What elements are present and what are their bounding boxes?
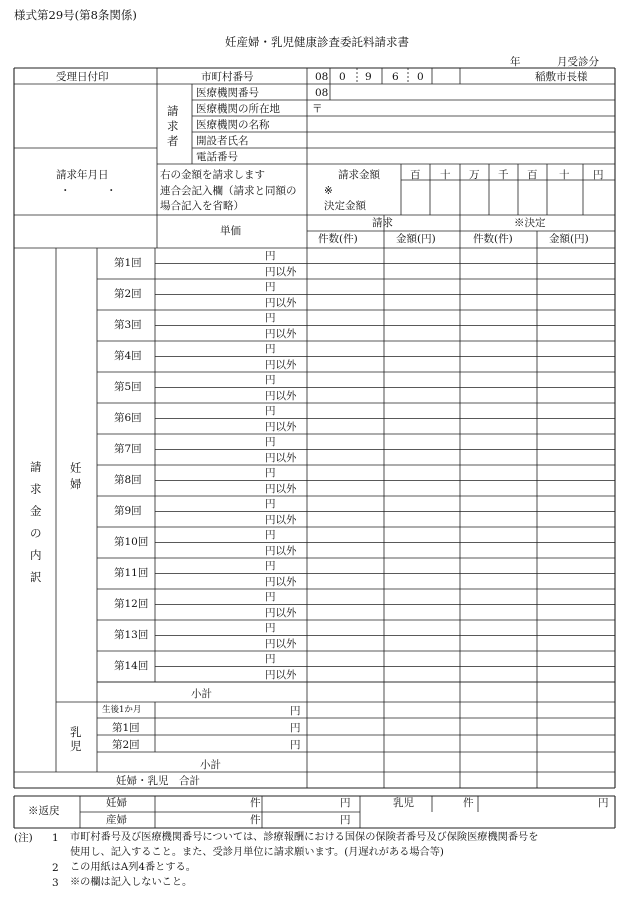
yen-other-label: 円以外: [265, 328, 297, 340]
visit-label: 第6回: [114, 412, 142, 424]
yen-other-label: 円以外: [265, 390, 297, 402]
infant-char: 児: [70, 739, 82, 753]
medical-number-prefix: 08: [315, 87, 329, 99]
decision-header: ※決定: [514, 217, 546, 229]
breakdown-char: 訳: [30, 570, 42, 584]
claimant-char: 請: [167, 104, 179, 118]
infant-yen-label: 円: [290, 705, 301, 717]
pregnant-subtotal-label: 小計: [191, 688, 212, 700]
yen-other-label: 円以外: [265, 452, 297, 464]
visit-label: 第9回: [114, 505, 142, 517]
visit-label: 第3回: [114, 319, 142, 331]
return-label: ※返戻: [28, 805, 60, 817]
note-line: 市町村番号及び医療機関番号については、診療報酬における国保の保険者番号及び保険医療機関番号を: [70, 832, 539, 843]
municipality-digit: 0: [339, 71, 346, 83]
yen-other-label: 円以外: [265, 607, 297, 619]
visit-label: 第8回: [114, 474, 142, 486]
unit-price-header: 単価: [220, 225, 241, 237]
amount-unit: 十: [440, 169, 451, 181]
infant-yen-label: 円: [290, 739, 301, 751]
yen-label: 円: [265, 436, 276, 448]
yen-other-label: 円以外: [265, 576, 297, 588]
yen-other-label: 円以外: [265, 638, 297, 650]
infant-row-label: 生後1か月: [102, 705, 142, 715]
amount-unit: 百: [527, 169, 538, 181]
month-label: 月受診分: [557, 56, 599, 68]
breakdown-char: 内: [30, 548, 42, 562]
pregnant-char: 妊: [70, 461, 82, 475]
amount-unit: 百: [410, 169, 421, 181]
form-number: 様式第29号(第8条関係): [14, 8, 137, 22]
breakdown-char: 請: [30, 460, 42, 474]
return-postpartum-count-unit: 件: [250, 814, 261, 826]
notes-lead: (注): [14, 832, 33, 844]
address-label: 医療機関の所在地: [196, 103, 280, 115]
infant-row-label: 第2回: [112, 739, 140, 751]
return-infant-yen: 円: [598, 797, 609, 809]
amount-unit: 円: [593, 169, 604, 181]
visit-label: 第2回: [114, 288, 142, 300]
breakdown-char: 金: [30, 504, 42, 518]
claim-count-header: 件数(件): [318, 233, 358, 245]
note-line: ※の欄は記入しないこと。: [70, 877, 193, 888]
yen-label: 円: [265, 467, 276, 479]
yen-other-label: 円以外: [265, 545, 297, 557]
note-number: 1: [52, 832, 59, 844]
breakdown-char: 求: [30, 482, 42, 496]
return-infant-label: 乳児: [393, 797, 414, 809]
visit-label: 第11回: [114, 567, 149, 579]
reception-stamp-label: 受理日付印: [56, 71, 109, 83]
note-line: この用紙はA列4番とする。: [70, 862, 196, 873]
breakdown-char: の: [30, 526, 42, 540]
yen-label: 円: [265, 374, 276, 386]
postal-mark: 〒: [312, 103, 323, 115]
claimant-char: 求: [167, 119, 179, 133]
form-title: 妊産婦・乳児健康診査委託料請求書: [225, 35, 409, 49]
amount-unit: 万: [469, 169, 480, 181]
yen-label: 円: [265, 653, 276, 665]
date-dot-2: ・: [106, 185, 117, 197]
claim-amount-label: 請求金額: [338, 169, 380, 181]
return-infant-count-unit: 件: [463, 797, 474, 809]
municipality-digit: 08: [315, 71, 329, 83]
amount-unit: 十: [559, 169, 570, 181]
yen-other-label: 円以外: [265, 266, 297, 278]
addressee: 稲敷市長様: [535, 71, 588, 83]
grand-total-label: 妊婦・乳児 合計: [116, 775, 200, 787]
request-date-label: 請求年月日: [56, 169, 109, 181]
yen-label: 円: [265, 591, 276, 603]
yen-label: 円: [265, 343, 276, 355]
request-statement: 右の金額を請求します: [160, 169, 265, 181]
union-note-line1: 連合会記入欄（請求と同額の: [160, 185, 297, 197]
claim-amount-header: 金額(円): [396, 233, 436, 245]
municipality-digit: 6: [392, 71, 399, 83]
visit-label: 第5回: [114, 381, 142, 393]
decided-mark: ※: [324, 185, 333, 197]
medical-number-label: 医療機関番号: [196, 87, 259, 99]
yen-label: 円: [265, 622, 276, 634]
yen-label: 円: [265, 250, 276, 262]
note-number: 2: [52, 862, 59, 874]
yen-other-label: 円以外: [265, 421, 297, 433]
visit-label: 第10回: [114, 536, 149, 548]
return-postpartum-yen: 円: [340, 814, 351, 826]
yen-other-label: 円以外: [265, 483, 297, 495]
note-number: 3: [52, 877, 59, 889]
return-postpartum-label: 産婦: [106, 814, 127, 826]
municipality-digit: 9: [365, 71, 372, 83]
infant-char: 乳: [70, 725, 82, 739]
phone-label: 電話番号: [196, 151, 238, 163]
return-pregnant-count-unit: 件: [250, 797, 261, 809]
visit-label: 第14回: [114, 660, 149, 672]
yen-label: 円: [265, 281, 276, 293]
municipality-number-label: 市町村番号: [201, 71, 254, 83]
infant-row-label: 第1回: [112, 722, 140, 734]
decision-amount-header: 金額(円): [549, 233, 589, 245]
municipality-digit: 0: [417, 71, 424, 83]
claim-header: 請求: [372, 217, 393, 229]
founder-name-label: 開設者氏名: [196, 135, 249, 147]
yen-label: 円: [265, 560, 276, 572]
yen-label: 円: [265, 312, 276, 324]
yen-other-label: 円以外: [265, 514, 297, 526]
infant-yen-label: 円: [290, 722, 301, 734]
return-pregnant-yen: 円: [340, 797, 351, 809]
union-note-line2: 場合記入を省略）: [160, 200, 244, 212]
yen-label: 円: [265, 498, 276, 510]
return-pregnant-label: 妊婦: [106, 797, 127, 809]
date-dot-1: ・: [60, 185, 71, 197]
pregnant-char: 婦: [70, 477, 82, 491]
decision-count-header: 件数(件): [473, 233, 513, 245]
institution-name-label: 医療機関の名称: [196, 119, 270, 131]
visit-label: 第7回: [114, 443, 142, 455]
yen-label: 円: [265, 529, 276, 541]
decided-amount-label: 決定金額: [324, 200, 366, 212]
yen-other-label: 円以外: [265, 669, 297, 681]
year-label: 年: [510, 56, 521, 68]
visit-label: 第1回: [114, 257, 142, 269]
amount-unit: 千: [498, 169, 509, 181]
yen-other-label: 円以外: [265, 297, 297, 309]
visit-label: 第4回: [114, 350, 142, 362]
visit-label: 第12回: [114, 598, 149, 610]
claimant-char: 者: [167, 134, 179, 148]
note-line: 使用し、記入すること。また、受診月単位に請求願います。(月遅れがある場合等): [70, 847, 444, 858]
yen-other-label: 円以外: [265, 359, 297, 371]
visit-label: 第13回: [114, 629, 149, 641]
yen-label: 円: [265, 405, 276, 417]
infant-subtotal-label: 小計: [200, 759, 221, 771]
